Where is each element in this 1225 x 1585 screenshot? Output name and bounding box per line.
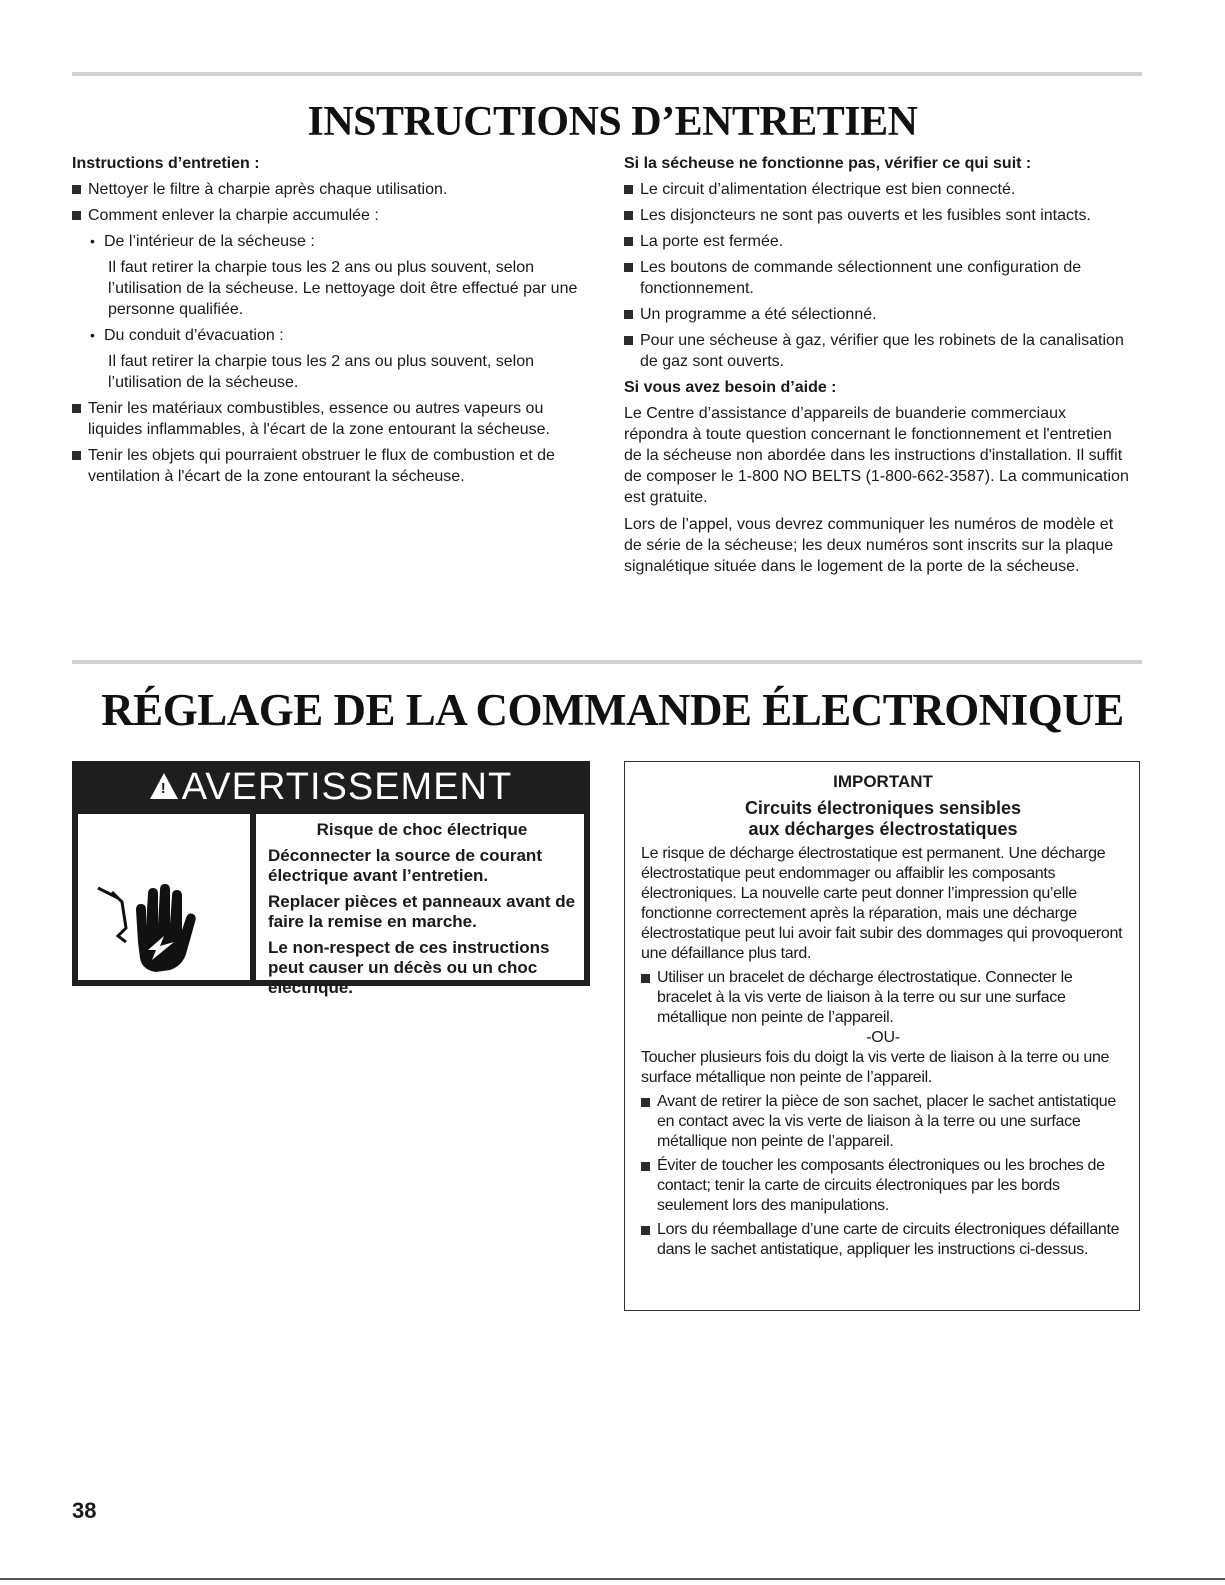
sub-list-text: Il faut retirer la charpie tous les 2 ans ou plus souvent, selon l’utilisation de la sécheuse. (108, 353, 535, 391)
electric-shock-hand-icon (78, 814, 250, 980)
list-item: Tenir les matériaux combustibles, essence ou autres vapeurs ou liquides inflammables, à l'écart de la zone entourant la sécheuse. (72, 398, 592, 440)
entretien-left-column (72, 153, 592, 492)
bullet-icon (624, 310, 633, 319)
alternative-text: Toucher plusieurs fois du doigt la vis verte de liaison à la terre ou une surface métallique non peinte de l’appareil. (641, 1049, 1110, 1086)
help-paragraph: Lors de l’appel, vous devrez communiquer les numéros de modèle et de série de la sécheuse; les deux numéros sont inscrits sur la plaque signalétique située dans le logement de la porte de la sécheuse. (624, 516, 1114, 575)
warning-line: Le non-respect de ces instructions peut causer un décès ou un choc électrique. (268, 938, 550, 997)
list-item: Utiliser un bracelet de décharge électrostatique. Connecter le bracelet à la vis verte de liaison à la terre ou sur une surface métallique non peinte de l’appareil. (641, 968, 1125, 1028)
bullet-icon (72, 404, 81, 413)
help-paragraph: Le Centre d’assistance d’appareils de buanderie commerciaux répondra à toute question concernant le fonctionnement et l'entretien de la sécheuse non abordée dans les instructions d'installation. Il suffit de composer le 1-800 NO BELTS (1-800-662-3587). La communication est gratuite. (624, 405, 1129, 506)
list-item: Les disjoncteurs ne sont pas ouverts et les fusibles sont intacts. (624, 205, 1129, 226)
list-item: Pour une sécheuse à gaz, vérifier que les robinets de la canalisation de gaz sont ouverts. (624, 330, 1129, 372)
sub-list-item: • De l’intérieur de la sécheuse : (90, 233, 315, 250)
bullet-icon (641, 1098, 650, 1107)
list-item: Tenir les objets qui pourraient obstruer le flux de combustion et de ventilation à l'écart de la zone entourant la sécheuse. (72, 445, 592, 487)
subheading: Instructions d’entretien : (72, 155, 260, 172)
list-item: Éviter de toucher les composants électroniques ou les broches de contact; tenir la carte de circuits électroniques par les bords seulement lors des manipulations. (641, 1156, 1125, 1216)
important-label: IMPORTANT (833, 772, 933, 791)
dot-bullet-icon: • (90, 233, 95, 249)
warning-line: Replacer pièces et panneaux avant de faire la remise en marche. (268, 892, 576, 931)
subheading: Si la sécheuse ne fonctionne pas, vérifier ce qui suit : (624, 155, 1032, 172)
bullet-icon (72, 451, 81, 460)
bullet-icon (624, 211, 633, 220)
subheading: Si vous avez besoin d’aide : (624, 379, 837, 396)
list-item: Comment enlever la charpie accumulée : (72, 205, 592, 226)
bullet-icon (641, 1226, 650, 1235)
list-item: Le circuit d’alimentation électrique est bien connecté. (624, 179, 1129, 200)
dot-bullet-icon: • (90, 327, 95, 343)
bullet-icon (72, 211, 81, 220)
list-item: La porte est fermée. (624, 231, 1129, 252)
bullet-icon (641, 974, 650, 983)
warning-label: AVERTISSEMENT (181, 766, 513, 808)
warning-line: Déconnecter la source de courant électrique avant l’entretien. (268, 846, 542, 885)
warning-triangle-icon: ! (150, 773, 178, 799)
section-title-entretien: INSTRUCTIONS D’ENTRETIEN (307, 99, 918, 145)
bullet-icon (624, 237, 633, 246)
warning-risk: Risque de choc électrique (316, 820, 528, 839)
or-separator: -OU- (866, 1029, 900, 1046)
warning-header (72, 761, 590, 814)
bullet-icon (72, 185, 81, 194)
bullet-icon (624, 185, 633, 194)
important-box (624, 761, 1140, 1311)
bullet-icon (624, 263, 633, 272)
list-item: Nettoyer le filtre à charpie après chaque utilisation. (72, 179, 592, 200)
important-subtitle: Circuits électroniques sensibles (744, 798, 1022, 818)
important-intro: Le risque de décharge électrostatique est permanent. Une décharge électrostatique peut endommager ou affaiblir les composants électroniques. La nouvelle carte peut donner l’impression qu’elle fonctionne correctement après la réparation, mais une décharge électrostatique peut lui avoir fait subir des dommages qui provoqueront une défaillance plus tard. (641, 845, 1123, 962)
entretien-right-column (624, 153, 1129, 583)
top-divider (72, 72, 1142, 76)
list-item: Les boutons de commande sélectionnent une configuration de fonctionnement. (624, 257, 1129, 299)
page-number: 38 (72, 1498, 97, 1523)
middle-divider (72, 660, 1142, 664)
important-subtitle: aux décharges électrostatiques (748, 819, 1018, 839)
bullet-icon (624, 336, 633, 345)
list-item: Lors du réemballage d’une carte de circuits électroniques défaillante dans le sachet antistatique, appliquer les instructions ci-dessus. (641, 1220, 1125, 1260)
sub-list-text: Il faut retirer la charpie tous les 2 ans ou plus souvent, selon l’utilisation de la sécheuse. Le nettoyage doit être effectué par une personne qualifiée. (108, 259, 578, 318)
bottom-edge-line (0, 1578, 1225, 1580)
sub-list-item: • Du conduit d’évacuation : (90, 327, 284, 344)
warning-text (256, 814, 584, 997)
warning-box (72, 761, 590, 997)
list-item: Un programme a été sélectionné. (624, 304, 1129, 325)
list-item: Avant de retirer la pièce de son sachet, placer le sachet antistatique en contact avec la vis verte de liaison à la terre ou une surface métallique non peinte de l’appareil. (641, 1092, 1125, 1152)
section-title-reglage: RÉGLAGE DE LA COMMANDE ÉLECTRONIQUE (101, 685, 1124, 735)
bullet-icon (641, 1162, 650, 1171)
